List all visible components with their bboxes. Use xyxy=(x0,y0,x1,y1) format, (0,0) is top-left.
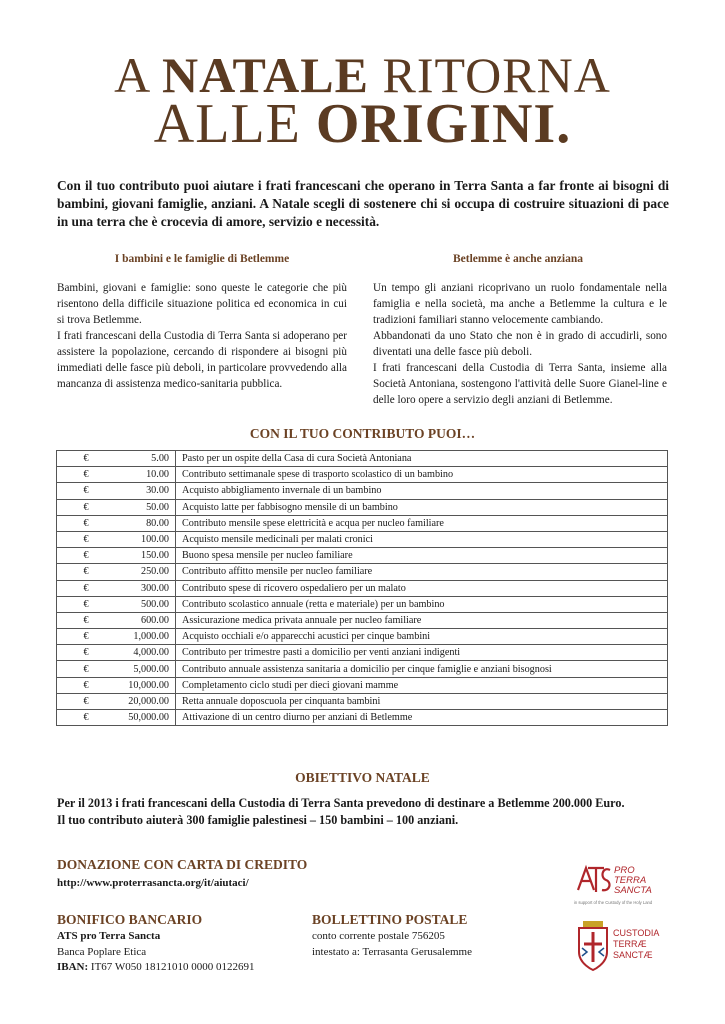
pts-mark-icon xyxy=(574,860,694,908)
bank-account-name: ATS pro Terra Sancta xyxy=(57,930,161,942)
right-paragraph-2: Abbandonati da uno Stato che non è in grado di accudirli, sono diventati una delle fasce più deboli. xyxy=(373,330,667,358)
description-cell: Contributo per trimestre pasti a domicilio per venti anziani indigenti xyxy=(176,645,668,661)
description-cell: Contributo scolastico annuale (retta e materiale) per un bambino xyxy=(176,596,668,612)
table-row xyxy=(57,564,668,580)
right-column-text xyxy=(373,280,667,408)
currency-cell: € xyxy=(57,693,116,709)
title-word-alle: ALLE xyxy=(153,93,316,155)
table-row xyxy=(57,596,668,612)
postal-account: conto corrente postale 756205 xyxy=(312,930,445,942)
table-row xyxy=(57,677,668,693)
right-paragraph-1: Un tempo gli anziani ricoprivano un ruolo fondamentale nella famiglia e nella società, ma anche a Betlemme la cultura e le tradizioni familiari stanno velocemente cambiando. xyxy=(373,282,667,326)
currency-cell: € xyxy=(57,677,116,693)
card-donation-url[interactable]: http://www.proterrasancta.org/it/aiutaci/ xyxy=(57,877,249,889)
description-cell: Acquisto latte per fabbisogno mensile di un bambino xyxy=(176,499,668,515)
table-row xyxy=(57,499,668,515)
custodia-terrae-sanctae-logo xyxy=(575,918,695,974)
goal-line-1: Per il 2013 i frati francescani della Custodia di Terra Santa prevedono di destinare a Betlemme 200.000 Euro. xyxy=(57,796,625,810)
pro-terra-sancta-logo xyxy=(574,860,694,908)
table-row xyxy=(57,710,668,726)
amount-cell: 10,000.00 xyxy=(115,677,176,693)
currency-cell: € xyxy=(57,564,116,580)
currency-cell: € xyxy=(57,499,116,515)
title-word-natale: NATALE xyxy=(162,47,369,103)
currency-cell: € xyxy=(57,645,116,661)
currency-cell: € xyxy=(57,531,116,547)
right-paragraph-3: I frati francescani della Custodia di Terra Santa, insieme alla Società Antoniana, sostengono l'attività delle Suore Gianel-line e delle loro opere a servizio degli anziani di Betlemme. xyxy=(373,362,667,406)
amount-cell: 80.00 xyxy=(115,515,176,531)
iban-value: IT67 W050 18121010 0000 0122691 xyxy=(88,961,255,973)
intro-text: Con il tuo contributo puoi aiutare i frati francescani che operano in Terra Santa a far fronte ai bisogni di bambini, giovani famiglie, anziani. A Natale scegli di sostenere chi si occupa di costruire situazioni di pace in una terra che è crocevia di amore, servizio e necessità. xyxy=(57,178,669,229)
contribution-table xyxy=(56,450,668,726)
table-row xyxy=(57,467,668,483)
description-cell: Attivazione di un centro diurno per anziani di Betlemme xyxy=(176,710,668,726)
goal-line-2: Il tuo contributo aiuterà 300 famiglie palestinesi – 150 bambini – 100 anziani. xyxy=(57,813,459,827)
description-cell: Acquisto mensile medicinali per malati cronici xyxy=(176,531,668,547)
description-cell: Contributo affitto mensile per nucleo familiare xyxy=(176,564,668,580)
amount-cell: 4,000.00 xyxy=(115,645,176,661)
description-cell: Buono spesa mensile per nucleo familiare xyxy=(176,548,668,564)
contribution-heading: CON IL TUO CONTRIBUTO PUOI… xyxy=(249,426,476,441)
card-donation-heading: DONAZIONE CON CARTA DI CREDITO xyxy=(57,857,308,872)
title-word-origini: ORIGINI xyxy=(315,93,557,155)
table-row xyxy=(57,483,668,499)
table-row xyxy=(57,515,668,531)
svg-text:TERRÆ: TERRÆ xyxy=(613,939,647,949)
table-row xyxy=(57,645,668,661)
bank-name: Banca Poplare Etica xyxy=(57,945,147,958)
description-cell: Assicurazione medica privata annuale per nucleo familiare xyxy=(176,612,668,628)
table-row xyxy=(57,693,668,709)
amount-cell: 500.00 xyxy=(115,596,176,612)
left-column-text xyxy=(57,280,347,392)
table-row xyxy=(57,580,668,596)
bank-transfer-details xyxy=(57,929,255,976)
left-column-heading: I bambini e le famiglie di Betlemme xyxy=(114,253,290,265)
left-paragraph-1: Bambini, giovani e famiglie: sono queste le categorie che più risentono della difficile situazione politica ed economica in cui si trova Betlemme. xyxy=(57,282,347,326)
amount-cell: 50,000.00 xyxy=(115,710,176,726)
postal-holder: intestato a: Terrasanta Gerusalemme xyxy=(312,945,472,958)
amount-cell: 50.00 xyxy=(115,499,176,515)
amount-cell: 600.00 xyxy=(115,612,176,628)
currency-cell: € xyxy=(57,548,116,564)
custodia-crest-icon xyxy=(575,918,695,974)
title-word-ritorna: RITORNA xyxy=(368,47,611,103)
currency-cell: € xyxy=(57,483,116,499)
table-row xyxy=(57,451,668,467)
amount-cell: 5.00 xyxy=(115,451,176,467)
currency-cell: € xyxy=(57,629,116,645)
postal-details xyxy=(312,929,472,960)
amount-cell: 150.00 xyxy=(115,548,176,564)
amount-cell: 10.00 xyxy=(115,467,176,483)
table-row xyxy=(57,629,668,645)
amount-cell: 100.00 xyxy=(115,531,176,547)
currency-cell: € xyxy=(57,661,116,677)
svg-text:TERRA: TERRA xyxy=(614,875,647,886)
table-row xyxy=(57,612,668,628)
description-cell: Acquisto occhiali e/o apparecchi acustici per cinque bambini xyxy=(176,629,668,645)
goal-heading: OBIETTIVO NATALE xyxy=(295,770,430,785)
amount-cell: 30.00 xyxy=(115,483,176,499)
amount-cell: 5,000.00 xyxy=(115,661,176,677)
svg-text:CUSTODIA: CUSTODIA xyxy=(613,928,660,938)
table-row xyxy=(57,531,668,547)
currency-cell: € xyxy=(57,451,116,467)
currency-cell: € xyxy=(57,515,116,531)
currency-cell: € xyxy=(57,580,116,596)
title-period: . xyxy=(556,93,572,155)
svg-text:SANCTÆ: SANCTÆ xyxy=(613,950,653,960)
goal-text xyxy=(57,795,697,829)
description-cell: Contributo annuale assistenza sanitaria a domicilio per cinque famiglie e anziani bisognosi xyxy=(176,661,668,677)
title-word-a: A xyxy=(114,47,163,103)
amount-cell: 250.00 xyxy=(115,564,176,580)
description-cell: Acquisto abbigliamento invernale di un bambino xyxy=(176,483,668,499)
currency-cell: € xyxy=(57,596,116,612)
amount-cell: 1,000.00 xyxy=(115,629,176,645)
iban-label: IBAN: xyxy=(57,961,89,973)
currency-cell: € xyxy=(57,710,116,726)
description-cell: Retta annuale doposcuola per cinquanta bambini xyxy=(176,693,668,709)
currency-cell: € xyxy=(57,612,116,628)
main-title-line2 xyxy=(0,93,725,155)
contribution-table-body xyxy=(57,451,668,726)
bank-transfer-heading: BONIFICO BANCARIO xyxy=(57,912,203,927)
amount-cell: 300.00 xyxy=(115,580,176,596)
amount-cell: 20,000.00 xyxy=(115,693,176,709)
description-cell: Contributo spese di ricovero ospedaliero per un malato xyxy=(176,580,668,596)
description-cell: Contributo settimanale spese di trasporto scolastico di un bambino xyxy=(176,467,668,483)
svg-text:in support of the Custody of t: in support of the Custody of the Holy Land xyxy=(574,900,653,905)
svg-text:PRO: PRO xyxy=(614,865,635,876)
description-cell: Completamento ciclo studi per dieci giovani mamme xyxy=(176,677,668,693)
currency-cell: € xyxy=(57,467,116,483)
svg-text:SANCTA: SANCTA xyxy=(614,885,652,896)
left-paragraph-2: I frati francescani della Custodia di Terra Santa si adoperano per assistere la popolazione, cercando di rispondere ai bisogni più immediati delle fasce più deboli, in particolare provvedendo alla mancanza di assistenza medico-sanitaria pubblica. xyxy=(57,330,347,390)
postal-heading: BOLLETTINO POSTALE xyxy=(312,912,468,927)
description-cell: Contributo mensile spese elettricità e acqua per nucleo familiare xyxy=(176,515,668,531)
right-column-heading: Betlemme è anche anziana xyxy=(453,253,583,265)
description-cell: Pasto per un ospite della Casa di cura Società Antoniana xyxy=(176,451,668,467)
table-row xyxy=(57,661,668,677)
table-row xyxy=(57,548,668,564)
